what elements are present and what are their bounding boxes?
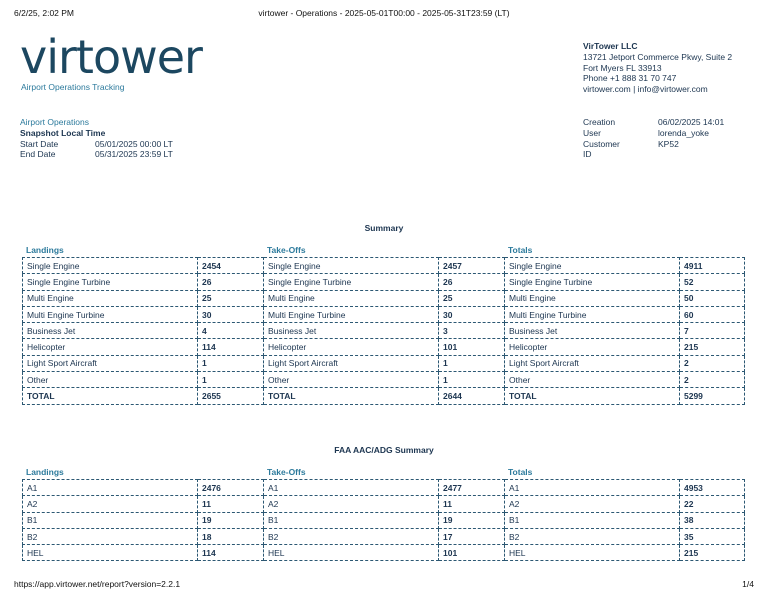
faa-count-cell: 19 (439, 512, 505, 528)
summary-count-cell: 2644 (439, 388, 505, 404)
summary-label-cell: Single Engine (23, 258, 198, 274)
summary-count-cell: 215 (680, 339, 745, 355)
summary-label-cell: Single Engine (505, 258, 680, 274)
faa-label-cell: HEL (23, 545, 198, 561)
faa-group-landings: Landings (26, 467, 64, 477)
summary-label-cell: Light Sport Aircraft (505, 355, 680, 371)
customer-value: KP52 (658, 138, 679, 149)
faa-count-cell: 2477 (439, 480, 505, 496)
faa-label-cell: B2 (264, 528, 439, 544)
summary-count-cell: 50 (680, 290, 745, 306)
faa-table-row (23, 528, 745, 544)
summary-label-cell: TOTAL (505, 388, 680, 404)
print-datetime: 6/2/25, 2:02 PM (14, 8, 75, 18)
summary-table-row (23, 372, 745, 388)
summary-count-cell: 52 (680, 274, 745, 290)
summary-count-cell: 4911 (680, 258, 745, 274)
summary-count-cell: 1 (198, 372, 264, 388)
user-label: User (583, 127, 601, 138)
summary-label-cell: Helicopter (264, 339, 439, 355)
summary-table-row (23, 258, 745, 274)
faa-table-row (23, 480, 745, 496)
faa-count-cell: 101 (439, 545, 505, 561)
summary-count-cell: 2454 (198, 258, 264, 274)
summary-label-cell: Multi Engine (23, 290, 198, 306)
summary-count-cell: 101 (439, 339, 505, 355)
summary-label-cell: Other (264, 372, 439, 388)
faa-count-cell: 18 (198, 528, 264, 544)
summary-label-cell: Multi Engine (505, 290, 680, 306)
summary-table-row (23, 323, 745, 339)
summary-count-cell: 7 (680, 323, 745, 339)
summary-count-cell: 26 (439, 274, 505, 290)
faa-count-cell: 114 (198, 545, 264, 561)
end-date-value: 05/31/2025 23:59 LT (95, 149, 173, 160)
faa-count-cell: 17 (439, 528, 505, 544)
faa-title: FAA AAC/ADG Summary (334, 445, 434, 455)
summary-count-cell: 1 (439, 372, 505, 388)
summary-count-cell: 30 (198, 306, 264, 322)
print-url: https://app.virtower.net/report?version=2.2.1 (14, 579, 181, 589)
summary-group-totals: Totals (508, 245, 533, 255)
summary-label-cell: Multi Engine Turbine (23, 306, 198, 322)
summary-table-row (23, 306, 745, 322)
summary-count-cell: 25 (198, 290, 264, 306)
summary-label-cell: Business Jet (505, 323, 680, 339)
faa-label-cell: A2 (23, 496, 198, 512)
summary-label-cell: Other (23, 372, 198, 388)
faa-label-cell: A2 (264, 496, 439, 512)
end-date-label: End Date (20, 149, 56, 160)
faa-label-cell: B2 (505, 528, 680, 544)
summary-group-landings: Landings (26, 245, 64, 255)
summary-count-cell: 114 (198, 339, 264, 355)
faa-table-body (23, 480, 745, 561)
faa-label-cell: B1 (23, 512, 198, 528)
print-footer (14, 579, 754, 591)
summary-count-cell: 26 (198, 274, 264, 290)
summary-table-body (23, 258, 745, 405)
summary-count-cell: 30 (439, 306, 505, 322)
company-address-line2: Fort Myers FL 33913 (583, 62, 662, 73)
summary-label-cell: TOTAL (264, 388, 439, 404)
faa-label-cell: HEL (505, 545, 680, 561)
summary-title: Summary (364, 223, 404, 233)
print-header (14, 8, 754, 20)
faa-count-cell: 38 (680, 512, 745, 528)
report-info-block (20, 117, 173, 160)
faa-group-takeoffs: Take-Offs (267, 467, 306, 477)
summary-table-row (23, 290, 745, 306)
summary-label-cell: TOTAL (23, 388, 198, 404)
faa-count-cell: 35 (680, 528, 745, 544)
summary-count-cell: 1 (439, 355, 505, 371)
summary-label-cell: Single Engine Turbine (23, 274, 198, 290)
faa-count-cell: 22 (680, 496, 745, 512)
faa-group-totals: Totals (508, 467, 533, 477)
faa-label-cell: B1 (264, 512, 439, 528)
summary-label-cell: Single Engine Turbine (505, 274, 680, 290)
summary-table-row (23, 355, 745, 371)
summary-count-cell: 3 (439, 323, 505, 339)
report-section: Airport Operations (20, 117, 89, 127)
faa-table-row (23, 512, 745, 528)
faa-count-cell: 4953 (680, 480, 745, 496)
summary-label-cell: Helicopter (23, 339, 198, 355)
print-page-title: virtower - Operations - 2025-05-01T00:00 - 2025-05-31T23:59 (LT) (258, 8, 510, 18)
customer-label: Customer ID (583, 138, 620, 160)
company-name: VirTower LLC (583, 41, 638, 51)
faa-table-row (23, 496, 745, 512)
summary-label-cell: Multi Engine Turbine (505, 306, 680, 322)
summary-count-cell: 4 (198, 323, 264, 339)
summary-count-cell: 2 (680, 355, 745, 371)
summary-group-takeoffs: Take-Offs (267, 245, 306, 255)
faa-label-cell: A1 (264, 480, 439, 496)
company-phone: Phone +1 888 31 70 747 (583, 73, 677, 84)
summary-table (22, 257, 745, 405)
report-mode: Snapshot Local Time (20, 127, 106, 138)
summary-count-cell: 2 (680, 372, 745, 388)
summary-label-cell: Single Engine (264, 258, 439, 274)
start-date-label: Start Date (20, 138, 59, 149)
summary-count-cell: 25 (439, 290, 505, 306)
faa-label-cell: A2 (505, 496, 680, 512)
summary-count-cell: 60 (680, 306, 745, 322)
summary-label-cell: Light Sport Aircraft (264, 355, 439, 371)
faa-count-cell: 215 (680, 545, 745, 561)
faa-count-cell: 2476 (198, 480, 264, 496)
creation-value: 06/02/2025 14:01 (658, 117, 725, 127)
start-date-value: 05/01/2025 00:00 LT (95, 138, 173, 149)
summary-label-cell: Multi Engine (264, 290, 439, 306)
user-value: lorenda_yoke (658, 127, 710, 138)
company-web: virtower.com | info@virtower.com (583, 84, 708, 95)
faa-label-cell: A1 (23, 480, 198, 496)
summary-label-cell: Single Engine Turbine (264, 274, 439, 290)
faa-label-cell: B1 (505, 512, 680, 528)
print-page-number: 1/4 (742, 579, 754, 589)
summary-label-cell: Helicopter (505, 339, 680, 355)
summary-count-cell: 2655 (198, 388, 264, 404)
summary-table-row (23, 339, 745, 355)
virtower-logo: virtower (20, 30, 202, 84)
logo-tagline: Airport Operations Tracking (21, 82, 125, 92)
faa-label-cell: B2 (23, 528, 198, 544)
company-address-line1: 13721 Jetport Commerce Pkwy, Suite 2 (583, 51, 733, 62)
faa-table-row (23, 545, 745, 561)
summary-table-row (23, 388, 745, 404)
summary-count-cell: 5299 (680, 388, 745, 404)
summary-label-cell: Multi Engine Turbine (264, 306, 439, 322)
end-date-row (20, 149, 173, 160)
summary-count-cell: 1 (198, 355, 264, 371)
start-date-row (20, 138, 173, 150)
summary-label-cell: Business Jet (23, 323, 198, 339)
creation-label: Creation (583, 117, 616, 127)
faa-count-cell: 11 (198, 496, 264, 512)
faa-table (22, 479, 745, 561)
faa-label-cell: HEL (264, 545, 439, 561)
summary-label-cell: Light Sport Aircraft (23, 355, 198, 371)
company-address-block (583, 41, 732, 95)
faa-label-cell: A1 (505, 480, 680, 496)
faa-count-cell: 11 (439, 496, 505, 512)
summary-label-cell: Business Jet (264, 323, 439, 339)
summary-count-cell: 2457 (439, 258, 505, 274)
summary-label-cell: Other (505, 372, 680, 388)
faa-count-cell: 19 (198, 512, 264, 528)
summary-table-row (23, 274, 745, 290)
